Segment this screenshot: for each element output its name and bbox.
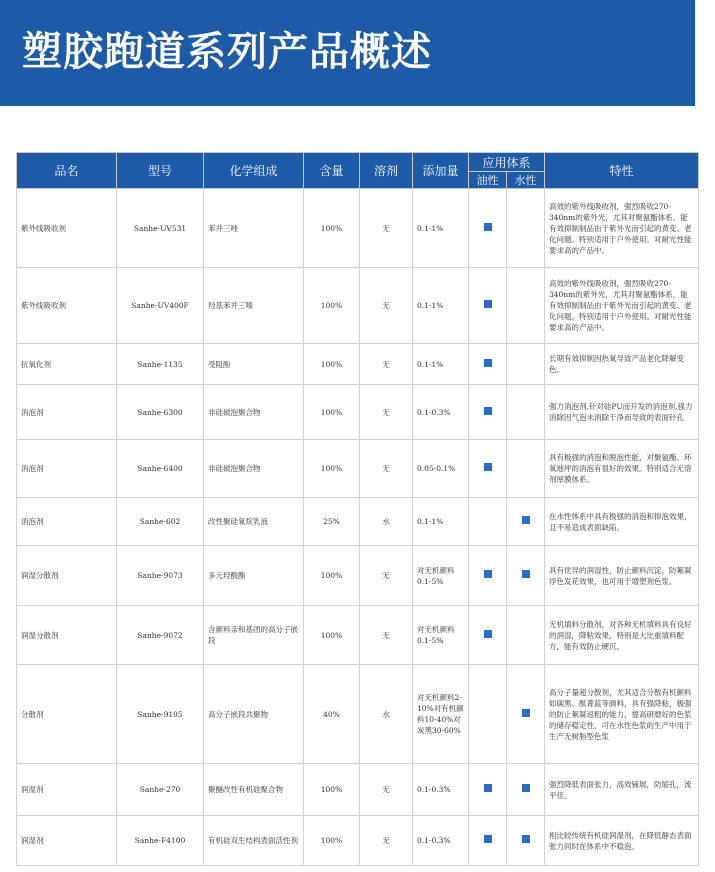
cell-composition: 多元羟酸酯 [204, 546, 304, 606]
cell-model: Sanhe-9072 [117, 606, 204, 665]
header-features: 特性 [545, 153, 699, 189]
cell-oil [469, 816, 507, 866]
cell-content: 100% [304, 546, 360, 606]
cell-oil [469, 606, 507, 665]
cell-content: 100% [304, 344, 360, 385]
cell-water [507, 344, 545, 385]
cell-oil [469, 440, 507, 498]
cell-composition: 羟基苯并三嗪 [204, 268, 304, 344]
header-oil: 油性 [469, 172, 507, 189]
applicable-mark-icon [484, 835, 492, 843]
cell-model: Sanhe-F4100 [117, 816, 204, 866]
cell-content: 100% [304, 385, 360, 440]
title-banner [0, 0, 695, 106]
header-system: 应用体系 [469, 153, 545, 172]
table-row [17, 606, 699, 665]
cell-composition: 聚醚改性有机硅聚合物 [204, 764, 304, 816]
cell-name: 消泡剂 [17, 498, 117, 546]
cell-features: 无机填料分散剂，对各种无机填料具有良好的润湿，降粘效果，特别是大比重填料配方，能有效防止硬沉。 [545, 606, 699, 665]
header-composition: 化学组成 [204, 153, 304, 189]
header-dosage: 添加量 [413, 153, 469, 189]
cell-oil [469, 189, 507, 268]
header-water: 水性 [507, 172, 545, 189]
cell-name: 紫外线吸收剂 [17, 189, 117, 268]
cell-water [507, 665, 545, 764]
cell-water [507, 816, 545, 866]
table-row [17, 344, 699, 385]
table-row [17, 498, 699, 546]
cell-features: 高效的紫外线吸收剂，强烈吸收270-340nm的紫外光，尤其对聚氨酯体系，能有效抑制制品由于紫外光而引起的黄变、老化问题。特别适用于户外使用。对耐光性能要求高的产品中。 [545, 268, 699, 344]
cell-solvent: 无 [360, 816, 413, 866]
cell-model: Sanhe-270 [117, 764, 204, 816]
table-row [17, 764, 699, 816]
applicable-mark-icon [484, 784, 492, 792]
cell-composition: 含颜料亲和基团的高分子嵌段 [204, 606, 304, 665]
cell-dosage: 对无机颜料2-10%对有机颜料10-40%对炭黑30-60% [413, 665, 469, 764]
cell-content: 100% [304, 606, 360, 665]
cell-solvent: 无 [360, 764, 413, 816]
cell-model: Sanhe-602 [117, 498, 204, 546]
cell-dosage: 0.1-0.3% [413, 385, 469, 440]
cell-composition: 高分子嵌段共聚物 [204, 665, 304, 764]
cell-oil [469, 498, 507, 546]
cell-model: Sanhe-1135 [117, 344, 204, 385]
cell-model: Sanhe-UV531 [117, 189, 204, 268]
cell-model: Sanhe-6400 [117, 440, 204, 498]
cell-solvent: 水 [360, 498, 413, 546]
cell-content: 100% [304, 816, 360, 866]
applicable-mark-icon [484, 223, 492, 231]
cell-dosage: 0.1-1% [413, 498, 469, 546]
cell-dosage: 0.1-0.3% [413, 764, 469, 816]
cell-name: 润湿剂 [17, 764, 117, 816]
cell-content: 100% [304, 268, 360, 344]
cell-oil [469, 546, 507, 606]
cell-solvent: 无 [360, 385, 413, 440]
cell-model: Sanhe-UV400F [117, 268, 204, 344]
cell-water [507, 385, 545, 440]
cell-solvent: 无 [360, 268, 413, 344]
applicable-mark-icon [522, 835, 530, 843]
cell-name: 紫外线吸收剂 [17, 268, 117, 344]
cell-water [507, 546, 545, 606]
applicable-mark-icon [484, 359, 492, 367]
table-row [17, 440, 699, 498]
cell-dosage: 0.1-0.3% [413, 816, 469, 866]
applicable-mark-icon [522, 570, 530, 578]
applicable-mark-icon [522, 516, 530, 524]
cell-water [507, 440, 545, 498]
cell-content: 100% [304, 189, 360, 268]
cell-features: 在水性体系中具有极强的消泡和抑泡效果，且不易造成表面缺陷。 [545, 498, 699, 546]
cell-solvent: 无 [360, 189, 413, 268]
table-row [17, 546, 699, 606]
table-row [17, 665, 699, 764]
cell-features: 高效的紫外线吸收剂，强烈吸收270-340nm的紫外光，尤其对聚氨酯体系，能有效抑制制品由于紫外光而引起的黄变、老化问题。特别适用于户外使用。对耐光性能要求高的产品中。 [545, 189, 699, 268]
cell-oil [469, 268, 507, 344]
cell-composition: 改性聚硅氧烷乳液 [204, 498, 304, 546]
cell-oil [469, 665, 507, 764]
cell-features: 高分子量超分散剂，尤其适合分散有机颜料如碳黑、酞菁蓝等颜料，具有强降粘，极强的防止絮凝返粗的能力，提高研磨好的色浆的储存稳定性，可在水性色浆的生产中用于生产无树脂型色浆 [545, 665, 699, 764]
cell-oil [469, 344, 507, 385]
cell-composition: 非硅破泡聚合物 [204, 385, 304, 440]
table-row [17, 268, 699, 344]
cell-name: 消泡剂 [17, 385, 117, 440]
cell-water [507, 498, 545, 546]
applicable-mark-icon [522, 709, 530, 717]
cell-solvent: 无 [360, 440, 413, 498]
cell-features: 长期有效抑制因热氧导致产品老化降解变色。 [545, 344, 699, 385]
cell-features: 相比较传统有机硅润湿剂，在降低静态表面张力同时在体系中不稳泡。 [545, 816, 699, 866]
cell-dosage: 0.1-1% [413, 189, 469, 268]
cell-model: Sanhe-6300 [117, 385, 204, 440]
cell-solvent: 无 [360, 546, 413, 606]
cell-name: 润湿剂 [17, 816, 117, 866]
cell-composition: 苯并三唑 [204, 189, 304, 268]
cell-dosage: 对无机颜料0.1-5% [413, 606, 469, 665]
cell-content: 40% [304, 665, 360, 764]
cell-name: 抗氧化剂 [17, 344, 117, 385]
product-table [16, 152, 699, 866]
cell-dosage: 对无机颜料0.1-5% [413, 546, 469, 606]
cell-water [507, 268, 545, 344]
applicable-mark-icon [484, 300, 492, 308]
cell-features: 强烈降低表面张力，高效铺展，防缩孔，流平佳。 [545, 764, 699, 816]
cell-water [507, 764, 545, 816]
cell-composition: 受阻酚 [204, 344, 304, 385]
cell-dosage: 0.1-1% [413, 268, 469, 344]
table-row [17, 816, 699, 866]
cell-dosage: 0.1-1% [413, 344, 469, 385]
cell-model: Sanhe-9195 [117, 665, 204, 764]
applicable-mark-icon [484, 630, 492, 638]
cell-name: 润湿分散剂 [17, 546, 117, 606]
cell-content: 25% [304, 498, 360, 546]
cell-name: 分散剂 [17, 665, 117, 764]
cell-composition: 有机硅双生结构表面活性剂 [204, 816, 304, 866]
applicable-mark-icon [484, 407, 492, 415]
cell-solvent: 无 [360, 344, 413, 385]
cell-solvent: 无 [360, 606, 413, 665]
applicable-mark-icon [484, 463, 492, 471]
cell-features: 具有优异的润湿性，防止颜料沉淀，防絮凝浮色发花效果，也可用于增塑剂色浆。 [545, 546, 699, 606]
cell-water [507, 189, 545, 268]
cell-features: 强力消泡剂,针对硅PU而开发的消泡剂,强力消除因气泡未消除干净而导致的表面针孔 [545, 385, 699, 440]
table-row [17, 385, 699, 440]
table-row [17, 189, 699, 268]
header-content: 含量 [304, 153, 360, 189]
page-title: 塑胶跑道系列产品概述 [22, 29, 432, 75]
cell-dosage: 0.05-0.1% [413, 440, 469, 498]
cell-composition: 非硅破泡聚合物 [204, 440, 304, 498]
cell-model: Sanhe-9073 [117, 546, 204, 606]
applicable-mark-icon [484, 570, 492, 578]
cell-solvent: 水 [360, 665, 413, 764]
cell-water [507, 606, 545, 665]
cell-oil [469, 385, 507, 440]
cell-name: 消泡剂 [17, 440, 117, 498]
cell-content: 100% [304, 440, 360, 498]
cell-oil [469, 764, 507, 816]
applicable-mark-icon [522, 784, 530, 792]
cell-content: 100% [304, 764, 360, 816]
header-model: 型号 [117, 153, 204, 189]
header-name: 品名 [17, 153, 117, 189]
cell-features: 具有极强的消泡和脱泡性能，对聚氨酯、环氧地坪的消泡有很好的效果。特别适合无溶剂厚膜体系。 [545, 440, 699, 498]
cell-name: 润湿分散剂 [17, 606, 117, 665]
header-solvent: 溶剂 [360, 153, 413, 189]
